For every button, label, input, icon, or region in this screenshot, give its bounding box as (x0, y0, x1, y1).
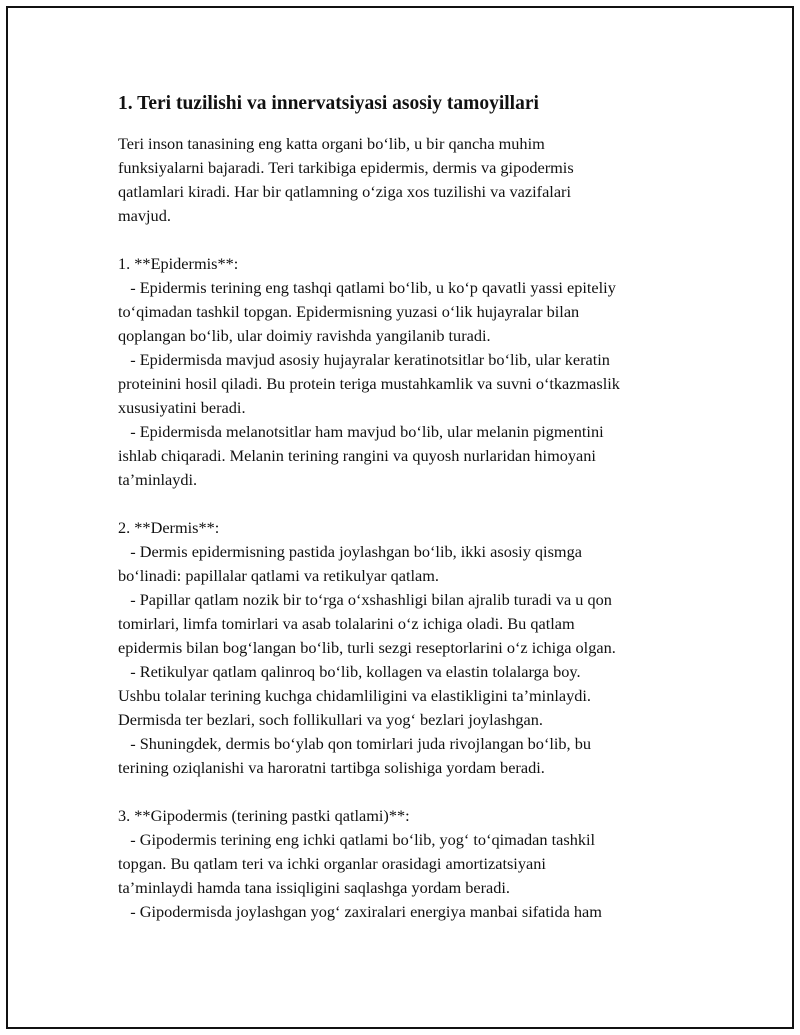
paragraph-gap (118, 780, 698, 804)
intro-paragraph (118, 132, 698, 228)
text-line: - Shuningdek, dermis bo‘ylab qon tomirlari juda rivojlangan bo‘lib, bu (118, 734, 591, 753)
text-line: qoplangan bo‘lib, ular doimiy ravishda yangilanib turadi. (118, 326, 491, 345)
section-heading: 2. **Dermis**: (118, 518, 220, 537)
text-line: funksiyalarni bajaradi. Teri tarkibiga epidermis, dermis va gipodermis (118, 158, 574, 177)
text-line: - Retikulyar qatlam qalinroq bo‘lib, kollagen va elastin tolalarga boy. (118, 662, 581, 681)
text-line: tomirlari, limfa tomirlari va asab tolalarini o‘z ichiga oladi. Bu qatlam (118, 614, 575, 633)
paragraph-gap (118, 492, 698, 516)
text-line: mavjud. (118, 206, 171, 225)
text-line: ishlab chiqaradi. Melanin terining rangini va quyosh nurlaridan himoyani (118, 446, 596, 465)
document-title: 1. Teri tuzilishi va innervatsiyasi asosiy tamoyillari (118, 93, 539, 114)
section-heading: 1. **Epidermis**: (118, 254, 239, 273)
text-line: - Epidermisda mavjud asosiy hujayralar keratinotsitlar bo‘lib, ular keratin (118, 350, 610, 369)
section-gipodermis (118, 804, 698, 924)
section-heading: 3. **Gipodermis (terining pastki qatlami)**: (118, 806, 410, 825)
text-line: qatlamlari kiradi. Har bir qatlamning o‘ziga xos tuzilishi va vazifalari (118, 182, 572, 201)
text-line: - Papillar qatlam nozik bir to‘rga o‘xshashligi bilan ajralib turadi va u qon (118, 590, 612, 609)
text-line: topgan. Bu qatlam teri va ichki organlar orasidagi amortizatsiyani (118, 854, 546, 873)
section-epidermis (118, 252, 698, 492)
text-line: xususiyatini beradi. (118, 398, 246, 417)
text-line: bo‘linadi: papillalar qatlami va retikulyar qatlam. (118, 566, 439, 585)
text-line: ta’minlaydi hamda tana issiqligini saqlashga yordam beradi. (118, 878, 511, 897)
text-line: - Epidermisda melanotsitlar ham mavjud bo‘lib, ular melanin pigmentini (118, 422, 604, 441)
text-line: - Gipodermisda joylashgan yog‘ zaxiralari energiya manbai sifatida ham (118, 902, 602, 921)
text-line: - Dermis epidermisning pastida joylashgan bo‘lib, ikki asosiy qismga (118, 542, 582, 561)
text-line: to‘qimadan tashkil topgan. Epidermisning yuzasi o‘lik hujayralar bilan (118, 302, 580, 321)
text-line: Ushbu tolalar terining kuchga chidamliligini va elastikligini ta’minlaydi. (118, 686, 591, 705)
paragraph-gap (118, 228, 698, 252)
text-line: ta’minlaydi. (118, 470, 198, 489)
text-line: proteinini hosil qiladi. Bu protein teriga mustahkamlik va suvni o‘tkazmaslik (118, 374, 620, 393)
text-line: terining oziqlanishi va haroratni tartibga solishiga yordam beradi. (118, 758, 545, 777)
text-line: Teri inson tanasining eng katta organi bo‘lib, u bir qancha muhim (118, 134, 545, 153)
text-line: - Gipodermis terining eng ichki qatlami bo‘lib, yog‘ to‘qimadan tashkil (118, 830, 596, 849)
section-dermis (118, 516, 698, 780)
text-line: epidermis bilan bog‘langan bo‘lib, turli sezgi reseptorlarini o‘z ichiga olgan. (118, 638, 616, 657)
text-line: - Epidermis terining eng tashqi qatlami bo‘lib, u ko‘p qavatli yassi epiteliy (118, 278, 616, 297)
document-body (118, 92, 698, 924)
text-line: Dermisda ter bezlari, soch follikullari va yog‘ bezlari joylashgan. (118, 710, 543, 729)
